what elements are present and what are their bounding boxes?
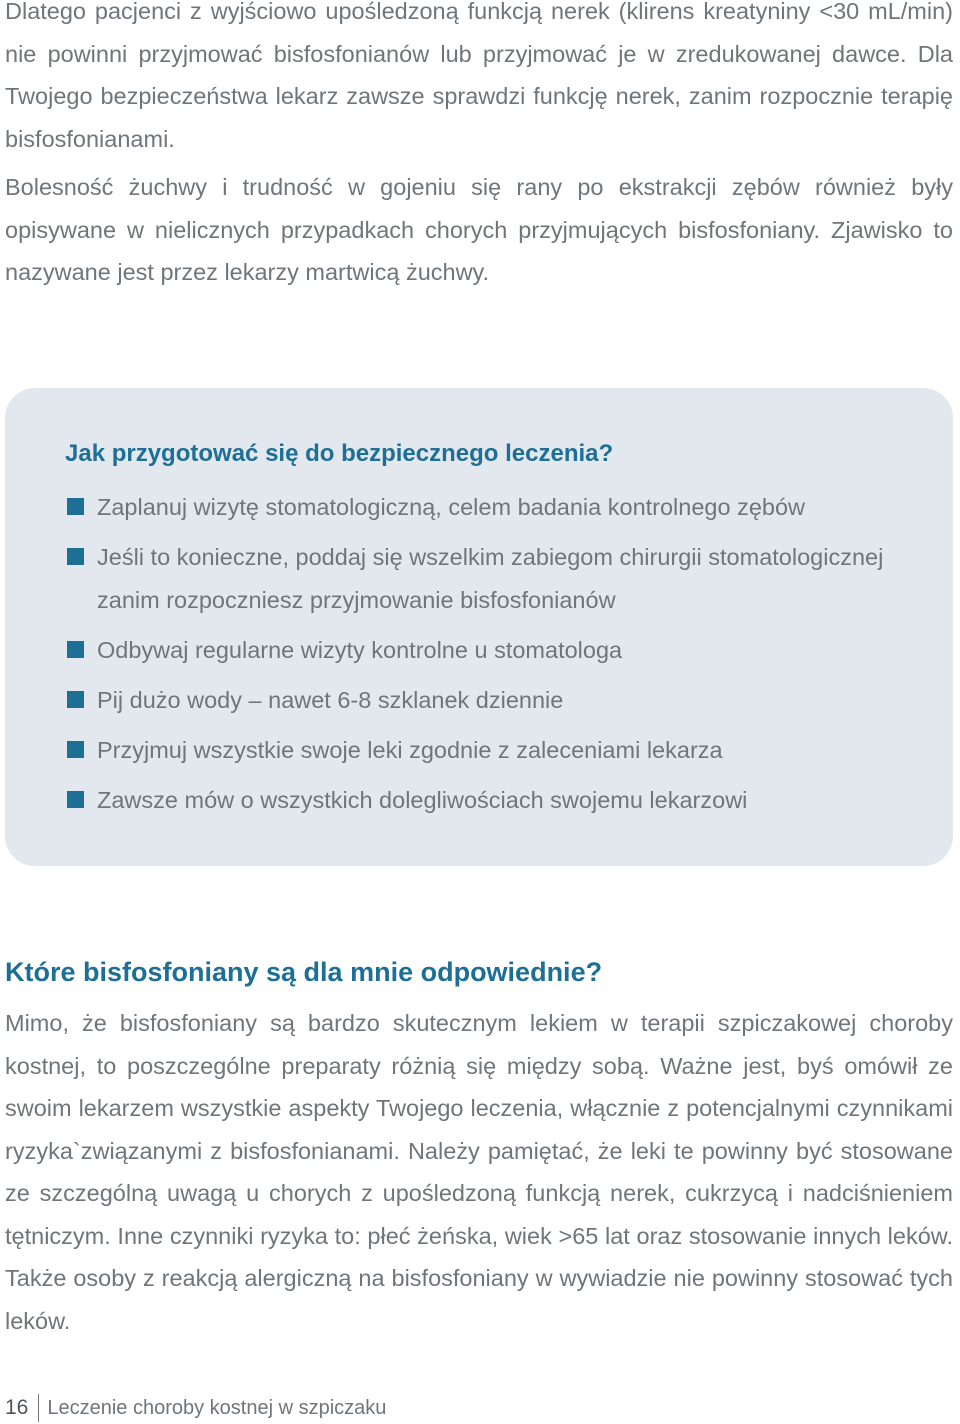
tip-text: Zaplanuj wizytę stomatologiczną, celem badania kontrolnego zębów (97, 494, 806, 520)
page-number: 16 (5, 1396, 29, 1419)
tip-item (65, 629, 925, 672)
tip-item (65, 729, 925, 772)
intro-paragraph-1: Dlatego pacjenci z wyjściowo upośledzoną funkcją nerek (klirens kreatyniny <30 mL/min) nie powinni przyjmować bisfosfonianów lub przyjmować je w zredukowanej dawce. Dla Twojego bezpieczeństwa lekarz zawsze sprawdzi funkcję nerek, zanim rozpocznie terapię bisfosfonianami. (5, 0, 953, 152)
square-bullet-icon (67, 691, 84, 708)
tip-text: Odbywaj regularne wizyty kontrolne u stomatologa (97, 636, 623, 663)
tip-item (65, 486, 925, 529)
footer-divider (38, 1394, 39, 1422)
tips-box-title: Jak przygotować się do bezpiecznego leczenia? (65, 440, 614, 467)
tip-item (65, 779, 925, 822)
tip-text: Pij dużo wody – nawet 6-8 szklanek dziennie (97, 686, 564, 713)
publication-title: Leczenie choroby kostnej w szpiczaku (47, 1396, 387, 1419)
page-footer (5, 1392, 386, 1424)
square-bullet-icon (67, 548, 84, 565)
square-bullet-icon (67, 741, 84, 758)
intro-paragraph-2: Bolesność żuchwy i trudność w gojeniu się rany po ekstrakcji zębów również były opisywane w nielicznych przypadkach chorych przyjmujących bisfosfoniany. Zjawisko to nazywane jest przez lekarzy martwicą żuchwy. (5, 174, 953, 285)
tip-item (65, 536, 925, 621)
section-heading: Które bisfosfoniany są dla mnie odpowiednie? (5, 957, 603, 987)
square-bullet-icon (67, 791, 84, 808)
section-paragraph: Mimo, że bisfosfoniany są bardzo skutecznym lekiem w terapii szpiczakowej choroby kostnej, to poszczególne preparaty różnią się między sobą. Ważne jest, byś omówił ze swoim lekarzem wszystkie aspekty Twojego leczenia, włącznie z potencjalnymi czynnikami ryzyka`związanymi z bisfosfonianami. Należy pamiętać, że leki te powinny być stosowane ze szczególną uwagą u chorych z upośledzoną funkcją nerek, cukrzycą i nadciśnieniem tętniczym. Inne czynniki ryzyka to: płeć żeńska, wiek >65 lat oraz stosowanie innych leków. Także osoby z reakcją alergiczną na bisfosfoniany w wywiadzie nie powinny stosować tych leków. (5, 1010, 953, 1334)
tips-list (65, 486, 925, 829)
tip-text: Jeśli to konieczne, poddaj się wszelkim zabiegom chirurgii stomatologicznej zanim rozpoczniesz przyjmowanie bisfosfonianów (97, 544, 884, 613)
square-bullet-icon (67, 498, 84, 515)
tip-text: Zawsze mów o wszystkich dolegliwościach swojemu lekarzowi (97, 786, 748, 813)
tip-item (65, 679, 925, 722)
tip-text: Przyjmuj wszystkie swoje leki zgodnie z zaleceniami lekarza (97, 736, 723, 763)
tips-box (5, 388, 953, 866)
square-bullet-icon (67, 641, 84, 658)
